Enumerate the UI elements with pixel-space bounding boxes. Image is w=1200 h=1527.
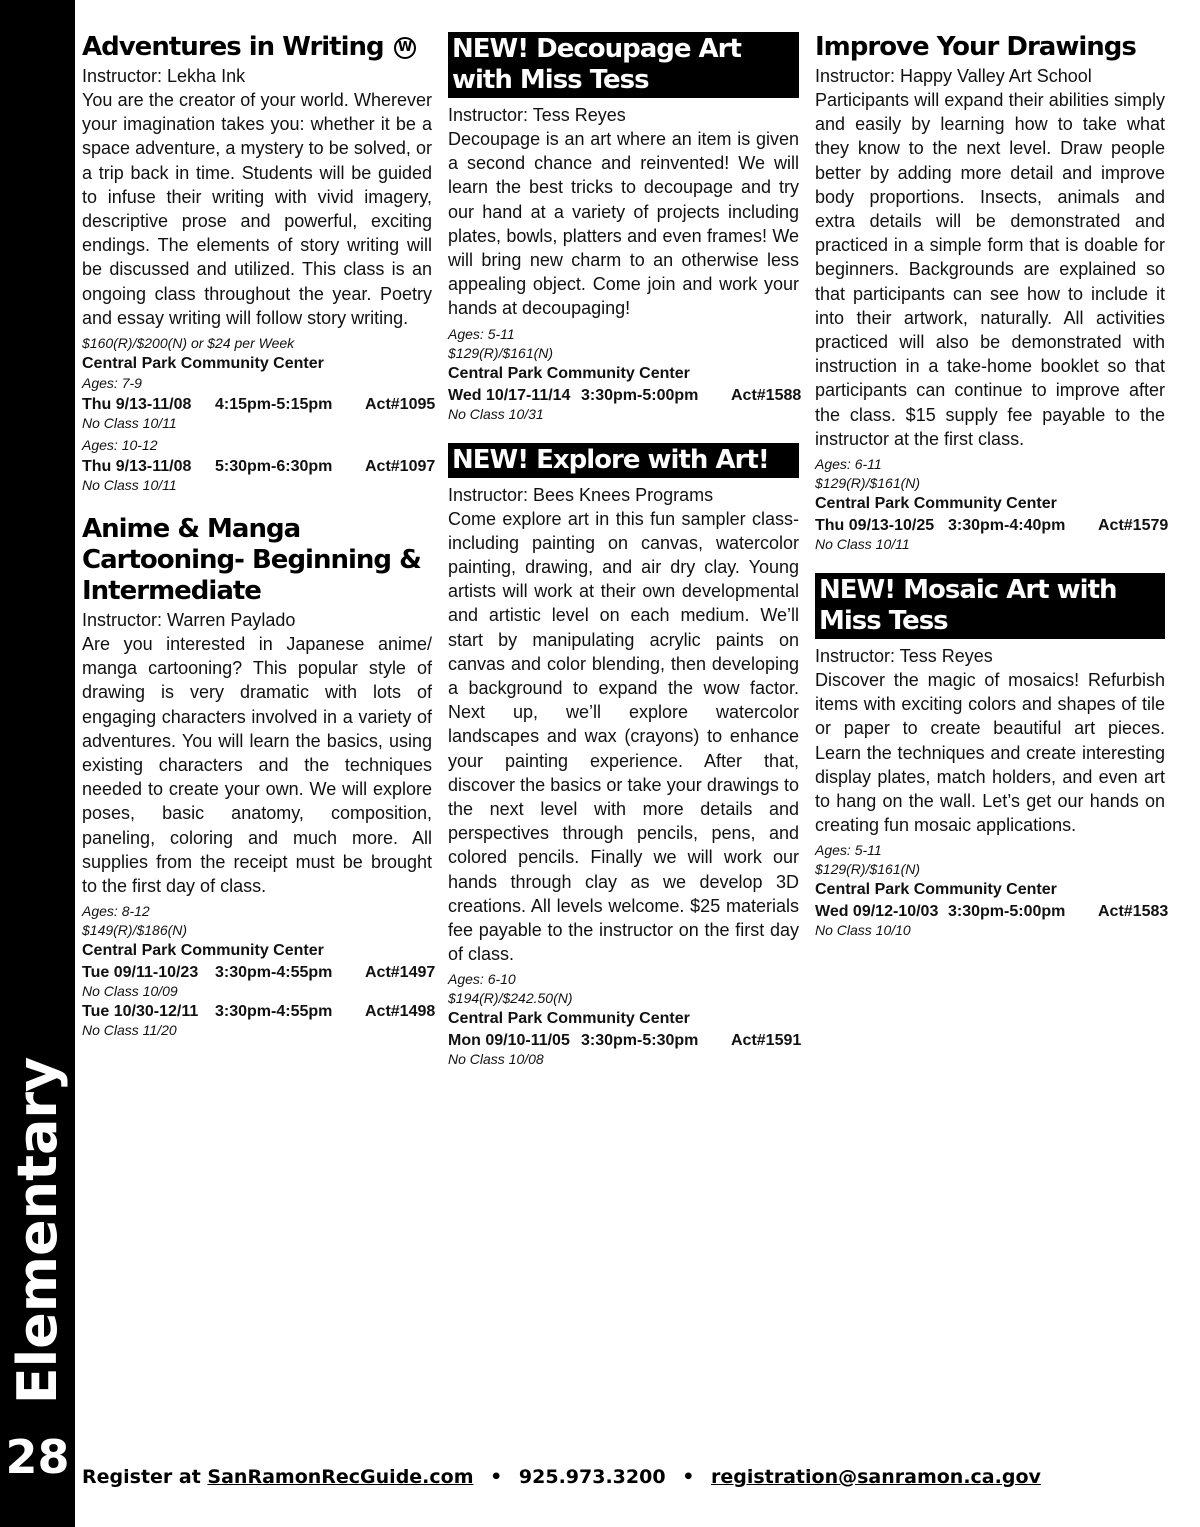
page-number: 28 [5,1430,70,1484]
course-description: You are the creator of your world. Wherever your imagination takes you: whether it be a space adventure, a mystery to be solved, or a trip back in time. Students will be guided to infuse their writing with vivid imagery, descriptive prose and powerful, exciting endings. The elements of story writing will be discussed and utilized. This class is an ongoing class throughout the year. Poetry and essay writing will follow story writing. [82,90,432,328]
session-no-class: No Class 10/08 [448,1051,544,1068]
course-fee: $149(R)/$186(N) [82,922,188,939]
session-date: Tue 10/30-12/11 [82,1003,199,1021]
footer [82,1466,1041,1488]
course-instructor: Instructor: Tess Reyes [448,105,626,125]
course-title: Improve Your Drawings [815,32,1136,62]
course-fee: $129(R)/$161(N) [815,861,921,878]
session-no-class: No Class 10/11 [815,536,910,553]
course-location: Central Park Community Center [815,881,1057,899]
session-no-class: No Class 10/31 [448,405,544,422]
session-date: Wed 09/12-10/03 [815,903,939,921]
session-no-class: No Class 10/09 [82,983,178,1000]
course-location: Central Park Community Center [82,942,324,960]
course-description: Are you interested in Japanese anime/ manga cartooning? This popular style of drawing is very dramatic with lots of engaging characters involved in a variety of adventures. You will learn the basics, using existing characters and the techniques needed to create your own. We will explore poses, basic anatomy, composition, paneling, coloring and much more. All supplies from the receipt must be brought to the first day of class. [82,634,432,897]
course-title: Anime & Manga Cartooning- Beginning & Intermediate [82,514,421,607]
course-ages: Ages: 5-11 [448,325,515,342]
session-date: Wed 10/17-11/14 [448,386,571,404]
session-time: 3:30pm-4:40pm [948,517,1066,535]
course-fee: $129(R)/$161(N) [448,344,554,361]
course-anime-manga [82,514,436,1039]
session-activity-number: Act#1095 [365,396,436,414]
course-mosaic-art [815,573,1169,939]
column-3 [815,32,1169,959]
phone-number[interactable]: 925.973.3200 [518,1466,666,1488]
course-location: Central Park Community Center [448,364,690,382]
course-ages: Ages: 8-12 [82,903,150,920]
course-ages: Ages: 10-12 [82,437,158,454]
course-description: Decoupage is an art where an item is given a second chance and reinvented! We will learn the best tricks to decoupage and try our hand at a variety of projects including plates, bowls, platters and even frames! We will bring new charm to an otherwise less appealing object. Come join and work your hands at decoupaging! [448,129,799,319]
email-link[interactable]: registration@sanramon.ca.gov [710,1466,1041,1488]
course-fee: $160(R)/$200(N) or $24 per Week [82,335,295,352]
session-activity-number: Act#1097 [365,458,436,476]
session-time: 3:30pm-5:00pm [948,903,1066,921]
course-title: NEW! Mosaic Art with Miss Tess [815,573,1165,639]
sidebar [0,0,75,1527]
course-location: Central Park Community Center [448,1010,690,1028]
session-time: 5:30pm-6:30pm [215,458,333,476]
session-row [82,395,436,415]
session-activity-number: Act#1591 [731,1032,802,1050]
course-description: Participants will expand their abilities simply and easily by learning how to take what they know to the next level. Draw people better by adding more detail and improve body proportions. Insects, animals and extra details will be demonstrated and practiced in a simple form that is doable for beginners. Backgrounds are explained so that participants can see how to include it into their artwork, naturally. All activities practiced will also be demonstrated with instruction in a take-home booklet so that participants can continue to improve after the class. $15 supply fee payable to the instructor at the first class. [815,90,1165,449]
course-description: Come explore art in this fun sampler class- including painting on canvas, watercolor painting, drawing, and air dry clay. Young artists will work at their own developmental and artistic level on each medium. We’ll start by manipulating acrylic paints on canvas and color blending, then developing a background to expand the wow factor. Next up, we’ll explore watercolor landscapes and wax (crayons) to enhance your painting experience. After that, discover the basics or take your drawings to the next level with more details and perspectives through pencils, pens, and colored pencils. Finally we will work our hands through clay as we develop 3D creations. All levels welcome. $25 materials fee payable to the instructor on the first day of class. [448,508,799,965]
session-date: Mon 09/10-11/05 [448,1032,570,1050]
course-title: NEW! Decoupage Art with Miss Tess [448,32,799,98]
session-date: Tue 09/11-10/23 [82,964,199,982]
session-no-class: No Class 10/11 [82,415,177,432]
session-date: Thu 9/13-11/08 [82,396,192,414]
session-date: Thu 9/13-11/08 [82,458,192,476]
website-link[interactable]: SanRamonRecGuide.com [207,1466,474,1488]
session-time: 3:30pm-4:55pm [215,964,333,982]
session-time: 3:30pm-5:00pm [581,386,699,404]
course-title: NEW! Explore with Art! [448,443,799,478]
session-no-class: No Class 11/20 [82,1022,177,1039]
course-decoupage-art [448,32,802,423]
w-badge-icon: W [394,37,416,59]
column-2 [448,32,802,1088]
session-row [82,457,436,477]
course-instructor: Instructor: Bees Knees Programs [448,484,714,505]
session-time: 3:30pm-4:55pm [215,1003,333,1021]
course-location: Central Park Community Center [82,355,324,373]
separator: • [682,1466,695,1488]
session-date: Thu 09/13-10/25 [815,517,935,535]
session-time: 3:30pm-5:30pm [581,1032,699,1050]
course-improve-your-drawings [815,32,1169,553]
course-fee: $194(R)/$242.50(N) [448,990,573,1007]
course-instructor: Instructor: Warren Paylado [82,610,296,631]
session-row [815,516,1169,536]
course-ages: Ages: 5-11 [815,842,882,859]
session-no-class: No Class 10/11 [82,477,177,494]
session-time: 4:15pm-5:15pm [215,396,333,414]
session-no-class: No Class 10/10 [815,922,911,939]
course-ages: Ages: 7-9 [82,375,142,392]
course-instructor: Instructor: Tess Reyes [815,646,993,667]
course-instructor: Instructor: Lekha Ink [82,66,246,86]
course-ages: Ages: 6-11 [815,456,882,473]
session-row [815,902,1169,922]
session-activity-number: Act#1498 [365,1003,436,1021]
separator: • [490,1466,503,1488]
session-activity-number: Act#1583 [1098,903,1169,921]
course-ages: Ages: 6-10 [448,971,516,988]
course-title: Adventures in Writing W [82,32,432,63]
session-activity-number: Act#1497 [365,964,436,982]
section-label-text: Elementary [6,1056,70,1404]
session-row [448,1031,802,1051]
session-activity-number: Act#1588 [731,386,802,404]
course-location: Central Park Community Center [815,495,1057,513]
section-label [0,1056,75,1404]
course-instructor: Instructor: Happy Valley Art School [815,66,1092,86]
session-row [448,386,802,406]
session-row [82,1002,436,1022]
session-activity-number: Act#1579 [1098,517,1169,535]
session-row [82,963,436,983]
course-adventures-in-writing [82,32,436,494]
column-1 [82,32,436,1059]
course-explore-with-art [448,443,802,1069]
register-text: Register at [82,1466,201,1488]
course-fee: $129(R)/$161(N) [815,475,921,492]
course-description: Discover the magic of mosaics! Refurbish items with exciting colors and shapes of tile or paper to create beautiful art pieces. Learn the techniques and create interesting display plates, match holders, and even art to hang on the wall. Let’s get our hands on creating fun mosaic applications. [815,670,1165,836]
